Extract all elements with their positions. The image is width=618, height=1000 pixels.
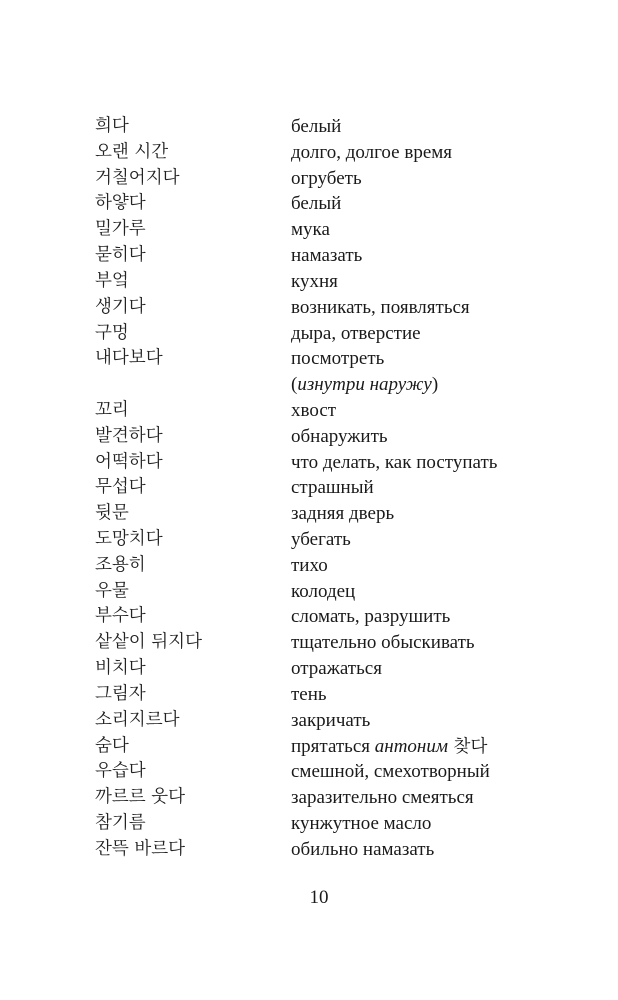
russian-translation: задняя дверь (291, 503, 395, 525)
korean-word: 소리지르다 (95, 709, 180, 730)
korean-word: 우습다 (95, 761, 146, 782)
vocab-entry (0, 475, 618, 501)
russian-translation: возникать, появляться (291, 296, 470, 318)
russian-translation (291, 734, 487, 761)
russian-translation: тень (291, 683, 327, 705)
vocab-entry (0, 501, 618, 527)
korean-word: 오랜 시간 (95, 141, 169, 162)
russian-translation-note (291, 372, 438, 398)
korean-word: 뒷문 (95, 503, 129, 524)
russian-translation: белый (291, 193, 342, 215)
vocab-entry (0, 114, 618, 140)
russian-translation: что делать, как поступать (291, 451, 498, 473)
korean-word: 내다보다 (95, 348, 163, 369)
vocab-entry (0, 295, 618, 321)
translation-text: прятаться (291, 735, 375, 757)
russian-translation: отражаться (291, 658, 382, 680)
antonym-word: 찾다 (447, 736, 488, 757)
russian-translation: намазать (291, 245, 363, 267)
vocab-entry (0, 191, 618, 217)
korean-word: 우물 (95, 580, 129, 601)
russian-translation: закричать (291, 709, 371, 731)
russian-translation: огрубеть (291, 167, 362, 189)
vocab-entry (0, 346, 618, 372)
vocab-entry (0, 424, 618, 450)
russian-translation: тщательно обыскивать (291, 632, 475, 654)
russian-translation: обнаружить (291, 425, 388, 447)
vocab-entry (0, 217, 618, 243)
korean-word: 묻히다 (95, 245, 146, 266)
korean-word: 희다 (95, 116, 129, 136)
russian-translation: тихо (291, 554, 328, 576)
russian-translation: убегать (291, 529, 351, 550)
vocab-entry (0, 734, 618, 760)
korean-word: 까르르 웃다 (95, 787, 186, 808)
italic-note: изнутри наружу (297, 374, 432, 396)
russian-translation: дыра, отверстие (291, 322, 421, 344)
korean-word: 도망치다 (95, 529, 163, 549)
vocab-entry (0, 708, 618, 734)
russian-translation: белый (291, 116, 342, 137)
vocab-entry (0, 243, 618, 269)
korean-word: 어떡하다 (95, 451, 163, 472)
vocab-entry (0, 166, 618, 192)
vocab-entry (0, 759, 618, 785)
vocab-entry (0, 682, 618, 708)
vocab-entry (0, 321, 618, 347)
vocab-entry (0, 269, 618, 295)
korean-word: 비치다 (95, 658, 146, 679)
vocab-entry (0, 811, 618, 837)
korean-word: 꼬리 (95, 399, 129, 420)
korean-word: 거칠어지다 (95, 167, 180, 188)
vocab-entry (0, 785, 618, 811)
korean-word: 구멍 (95, 322, 129, 343)
russian-translation: обильно намазать (291, 838, 435, 860)
russian-translation: кунжутное масло (291, 812, 432, 834)
korean-word: 발견하다 (95, 425, 163, 446)
korean-word: 하얗다 (95, 193, 146, 214)
vocab-entry (0, 837, 618, 863)
russian-translation: заразительно смеяться (291, 787, 474, 809)
vocab-entry (0, 450, 618, 476)
korean-word: 참기름 (95, 812, 146, 833)
russian-translation: колодец (291, 580, 356, 602)
russian-translation: сломать, разрушить (291, 606, 451, 628)
vocab-entry (0, 656, 618, 682)
vocab-entry (0, 553, 618, 579)
korean-word: 샅샅이 뒤지다 (95, 632, 202, 653)
korean-word: 무섭다 (95, 477, 146, 498)
vocab-entry (0, 527, 618, 553)
vocab-entry (0, 604, 618, 630)
vocab-entry-continuation (0, 372, 618, 398)
korean-word: 생기다 (95, 296, 146, 317)
russian-translation: кухня (291, 270, 338, 292)
russian-translation: посмотреть (291, 348, 385, 370)
close-paren: ) (431, 374, 439, 396)
page-number: 10 (309, 887, 329, 908)
vocab-entry (0, 579, 618, 605)
korean-word: 밀가루 (95, 219, 146, 240)
vocab-entry (0, 398, 618, 424)
korean-word: 숨다 (95, 735, 129, 756)
russian-translation: страшный (291, 477, 374, 499)
korean-word: 부엌 (95, 270, 129, 291)
antonym-label: антоним (374, 735, 448, 757)
vocab-entry (0, 140, 618, 166)
russian-translation: смешной, смехотворный (291, 761, 490, 783)
vocabulary-list (0, 114, 618, 863)
korean-word: 부수다 (95, 606, 146, 627)
korean-word: 잔뜩 바르다 (95, 838, 186, 859)
russian-translation: мука (291, 219, 330, 241)
russian-translation: долго, долгое время (291, 141, 453, 163)
open-paren: ( (291, 374, 298, 396)
korean-word: 그림자 (95, 683, 146, 704)
vocab-entry (0, 630, 618, 656)
korean-word: 조용히 (95, 554, 146, 575)
russian-translation: хвост (291, 399, 337, 421)
